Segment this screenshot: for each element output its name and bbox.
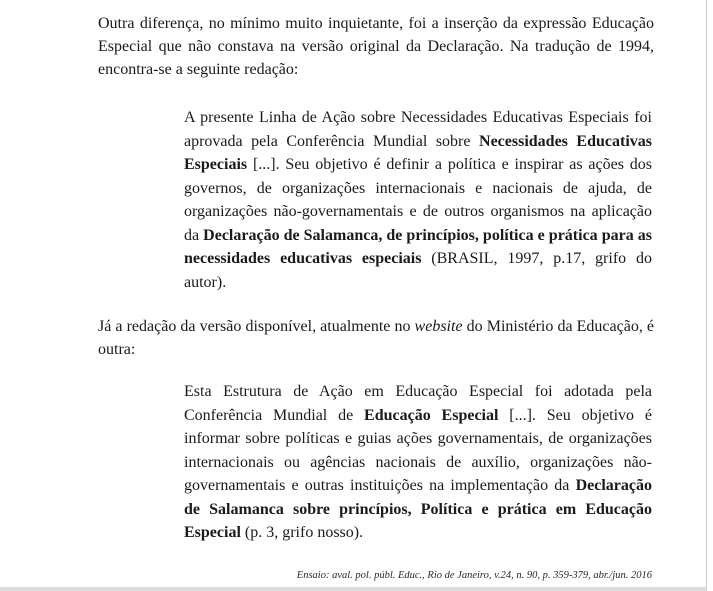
quote-1-text-a: A presente Linha de Ação sobre Necessidades Educativas Especiais foi aprovada pela Conferência Mundial sobre: [184, 109, 652, 150]
block-quote-1: [184, 106, 652, 294]
quote-2-bold-b: Declaração de Salamanca sobre princípios, Política e prática em Educação Especial: [184, 477, 652, 541]
block-quote-2: [184, 380, 652, 545]
quote-2-text-a: Esta Estrutura de Ação em Educação Especial foi adotada pela Conferência Mundial de: [184, 383, 652, 424]
page-edge-right: [706, 0, 707, 591]
quote-1-bold-a: Necessidades Educativas Especiais: [184, 132, 653, 173]
paragraph-2-italic: website: [414, 318, 463, 335]
paragraph-2-text-a: Já a redação da versão disponível, atualmente no: [98, 318, 415, 335]
journal-footer: Ensaio: aval. pol. públ. Educ., Rio de Janeiro, v.24, n. 90, p. 359-379, abr./jun. 2016: [296, 570, 652, 581]
paragraph-1-text: Outra diferença, no mínimo muito inquietante, foi a inserção da expressão Educação Especial que não constava na versão original da Declaração. Na tradução de 1994, encontra-se a seguinte redação:: [98, 15, 654, 78]
quote-1-bold-b: Declaração de Salamanca, de princípios, política e prática para as necessidades educativas especiais: [184, 226, 652, 267]
quote-1-text-b: [...]. Seu objetivo é definir a política e inspirar as ações dos governos, de organizações internacionais e nacionais de ajuda, de organizações não-governamentais e de outros organismos na aplicação da: [184, 156, 652, 244]
body-paragraph-1: [98, 12, 654, 81]
quote-2-bold-a: Educação Especial: [364, 406, 499, 424]
paragraph-2-text-b: do Ministério da Educação, é outra:: [98, 318, 655, 358]
page-edge-bottom: [0, 587, 707, 591]
body-paragraph-2: [98, 315, 654, 361]
quote-2-text-b: [...]. Seu objetivo é informar sobre políticas e guias ações governamentais, de organizações internacionais ou agências nacionais de auxílio, organizações não-governamentais e outras instituições na implementação da: [184, 406, 652, 494]
quote-2-text-c: (p. 3, grifo nosso).: [240, 524, 364, 541]
quote-1-text-c: (BRASIL, 1997, p.17, grifo do autor).: [184, 250, 653, 291]
